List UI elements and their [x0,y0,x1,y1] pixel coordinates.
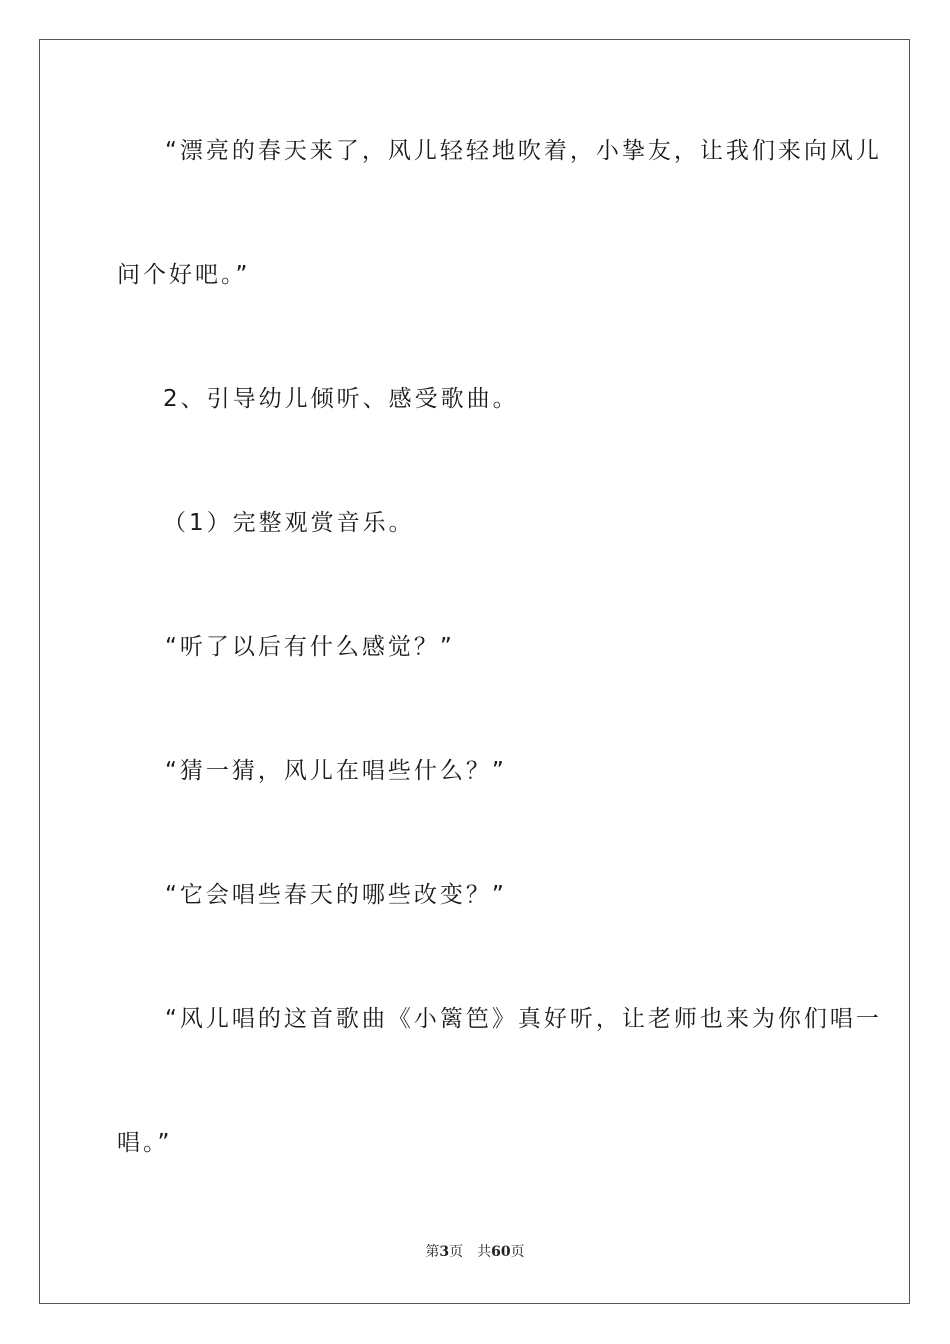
paragraph-line-8: “风儿唱的这首歌曲《小篱笆》真好听，让老师也来为你们唱一 [165,1006,882,1032]
paragraph-line-7: “它会唱些春天的哪些改变？” [165,882,507,908]
total-pages: 60 [491,1244,511,1260]
page-footer [0,1243,950,1261]
total-suffix: 页 [510,1244,525,1260]
total-prefix: 共 [477,1244,492,1260]
page-frame [39,39,910,1304]
subsection-heading: （1）完整观赏音乐。 [163,510,415,536]
page-suffix: 页 [449,1244,464,1260]
paragraph-line-6: “猜一猜，风儿在唱些什么？” [165,758,507,784]
paragraph-line-1: “漂亮的春天来了，风儿轻轻地吹着，小挚友，让我们来向风儿 [165,138,882,164]
paragraph-line-9: 唱。” [117,1130,173,1156]
page-number: 3 [439,1244,450,1260]
section-heading: 2、引导幼儿倾听、感受歌曲。 [163,386,519,412]
paragraph-line-5: “听了以后有什么感觉？” [165,634,455,660]
page-prefix: 第 [425,1244,440,1260]
paragraph-line-2: 问个好吧。” [117,262,251,288]
